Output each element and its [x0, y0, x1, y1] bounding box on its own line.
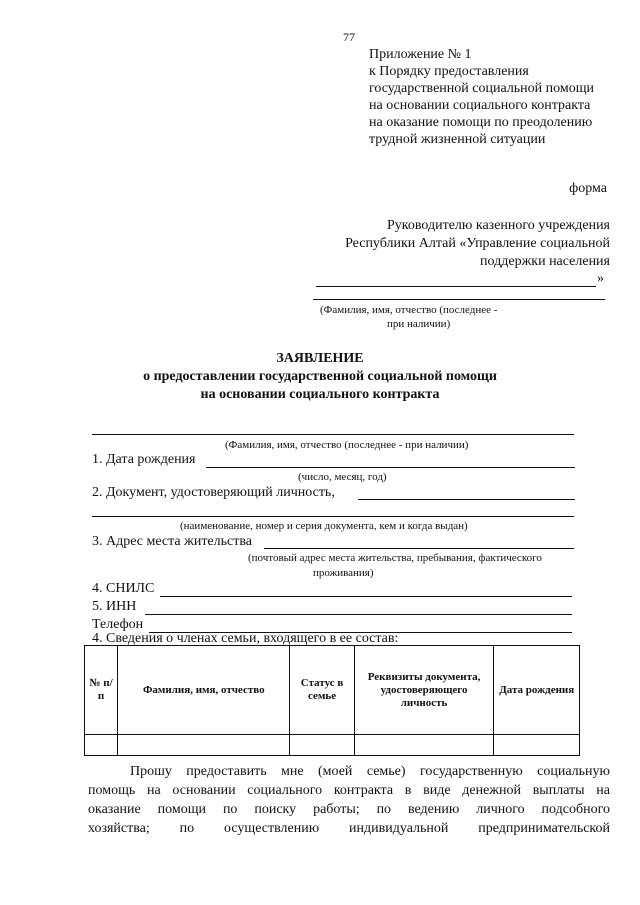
- appendix-line: Приложение № 1: [369, 47, 472, 62]
- appendix-line: к Порядку предоставления: [369, 64, 529, 79]
- applicant-fio-caption-cont: при наличии): [387, 318, 451, 330]
- family-members-table: [84, 645, 580, 756]
- header-status: Статус в семье: [290, 646, 354, 735]
- appendix-line: на основании социального контракта: [369, 98, 591, 113]
- applicant-fio-field[interactable]: [313, 299, 605, 300]
- phone-label: Телефон: [92, 617, 144, 632]
- id-document-caption: (наименование, номер и серия документа, кем и когда выдан): [180, 520, 468, 532]
- appendix-line: трудной жизненной ситуации: [369, 132, 546, 147]
- addressee-department-field[interactable]: [316, 286, 596, 287]
- table-cell[interactable]: [354, 735, 494, 756]
- statement-line: хозяйства; по осуществлению индивидуальной предпринимательской: [88, 821, 610, 836]
- address-label: 3. Адрес места жительства: [92, 534, 252, 549]
- addressee-line: Руководителю казенного учреждения: [387, 218, 610, 233]
- header-birth-date: Дата рождения: [494, 646, 580, 735]
- table-cell[interactable]: [290, 735, 354, 756]
- header-number: № п/п: [85, 646, 118, 735]
- header-fio: Фамилия, имя, отчество: [118, 646, 290, 735]
- document-subtitle: о предоставлении государственной социальной помощи: [143, 369, 497, 384]
- birth-date-label: 1. Дата рождения: [92, 452, 196, 467]
- statement-paragraph: [88, 762, 610, 838]
- inn-field[interactable]: [145, 614, 572, 615]
- inn-label: 5. ИНН: [92, 599, 137, 614]
- appendix-line: на оказание помощи по преодолению: [369, 115, 593, 130]
- family-section-label: 4. Сведения о членах семьи, входящего в ее состав:: [92, 631, 399, 646]
- form-label: форма: [569, 181, 607, 196]
- fio-field[interactable]: [92, 434, 574, 435]
- birth-date-field[interactable]: [206, 467, 575, 468]
- address-caption: (почтовый адрес места жительства, пребывания, фактического: [248, 552, 542, 564]
- table-row: [85, 735, 580, 756]
- address-field[interactable]: [264, 548, 574, 549]
- id-document-label: 2. Документ, удостоверяющий личность,: [92, 485, 335, 500]
- closing-quote: »: [597, 271, 604, 286]
- appendix-line: государственной социальной помощи: [369, 81, 595, 96]
- document-subtitle-cont: на основании социального контракта: [200, 387, 440, 402]
- snils-label: 4. СНИЛС: [92, 581, 155, 596]
- id-document-field-cont[interactable]: [92, 516, 574, 517]
- address-caption-cont: проживания): [313, 567, 374, 579]
- snils-field[interactable]: [160, 596, 572, 597]
- header-id-document: Реквизиты документа, удостоверяющего личность: [354, 646, 494, 735]
- addressee-line: поддержки населения: [480, 254, 610, 269]
- document-title: ЗАЯВЛЕНИЕ: [276, 351, 364, 366]
- statement-line: оказание помощи по поиску работы; по ведению личного подсобного: [88, 802, 610, 817]
- page-number: 77: [343, 30, 355, 44]
- statement-line: помощь на основании социального контракта в виде денежной выплаты на: [88, 783, 610, 798]
- table-cell[interactable]: [85, 735, 118, 756]
- statement-line: Прошу предоставить мне (моей семье) государственную социальную: [130, 764, 610, 779]
- birth-date-caption: (число, месяц, год): [298, 471, 387, 483]
- id-document-field[interactable]: [358, 499, 575, 500]
- applicant-fio-caption: (Фамилия, имя, отчество (последнее -: [320, 304, 498, 316]
- table-header-row: [85, 646, 580, 735]
- appendix-header: [369, 46, 594, 148]
- table-cell[interactable]: [494, 735, 580, 756]
- addressee-line: Республики Алтай «Управление социальной: [345, 236, 610, 251]
- fio-caption: (Фамилия, имя, отчество (последнее - при наличии): [225, 439, 469, 451]
- addressee-block: [345, 217, 610, 271]
- table-cell[interactable]: [118, 735, 290, 756]
